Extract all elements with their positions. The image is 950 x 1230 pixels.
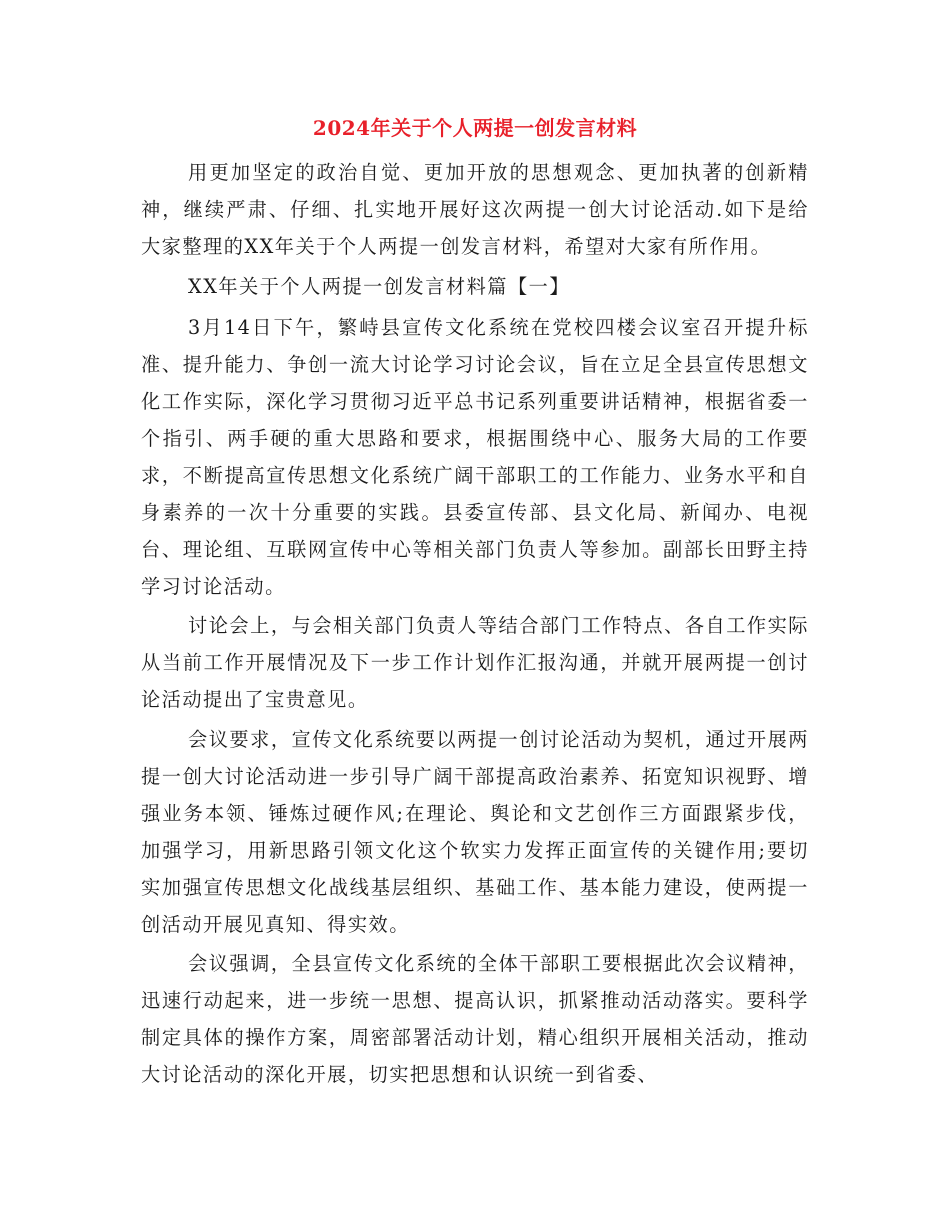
body-paragraph: 会议强调，全县宣传文化系统的全体干部职工要根据此次会议精神，迅速行动起来，进一步统一思想、提高认识，抓紧推动活动落实。要科学制定具体的操作方案，周密部署活动计划，精心组织开展相关活动，推动大讨论活动的深化开展，切实把思想和认识统一到省委、 — [141, 952, 809, 1086]
body-paragraph: 3月14日下午，繁峙县宣传文化系统在党校四楼会议室召开提升标准、提升能力、争创一流大讨论学习讨论会议，旨在立足全县宣传思想文化工作实际，深化学习贯彻习近平总书记系列重要讲话精神，根据省委一个指引、两手硬的重大思路和要求，根据围绕中心、服务大局的工作要求，不断提高宣传思想文化系统广阔干部职工的工作能力、业务水平和自身素养的一次十分重要的实践。县委宣传部、县文化局、新闻办、电视台、理论组、互联网宣传中心等相关部门负责人等参加。副部长田野主持学习讨论活动。 — [141, 315, 809, 598]
intro-paragraph: 用更加坚定的政治自觉、更加开放的思想观念、更加执著的创新精神，继续严肃、仔细、扎实地开展好这次两提一创大讨论活动.如下是给大家整理的XX年关于个人两提一创发言材料，希望对大家有所作用。 — [141, 161, 809, 258]
body-paragraph: 讨论会上，与会相关部门负责人等结合部门工作特点、各自工作实际从当前工作开展情况及下一步工作计划作汇报沟通，并就开展两提一创讨论活动提出了宝贵意见。 — [141, 614, 809, 711]
section-heading: XX年关于个人两提一创发言材料篇【一】 — [188, 274, 571, 298]
body-paragraph: 会议要求，宣传文化系统要以两提一创讨论活动为契机，通过开展两提一创大讨论活动进一步引导广阔干部提高政治素养、拓宽知识视野、增强业务本领、锤炼过硬作风;在理论、舆论和文艺创作三方面跟紧步伐，加强学习，用新思路引领文化这个软实力发挥正面宣传的关键作用;要切实加强宣传思想文化战线基层组织、基础工作、基本能力建设，使两提一创活动开展见真知、得实效。 — [141, 727, 809, 936]
document-body — [141, 154, 809, 1096]
document-title: 2024年关于个人两提一创发言材料 — [312, 116, 638, 140]
